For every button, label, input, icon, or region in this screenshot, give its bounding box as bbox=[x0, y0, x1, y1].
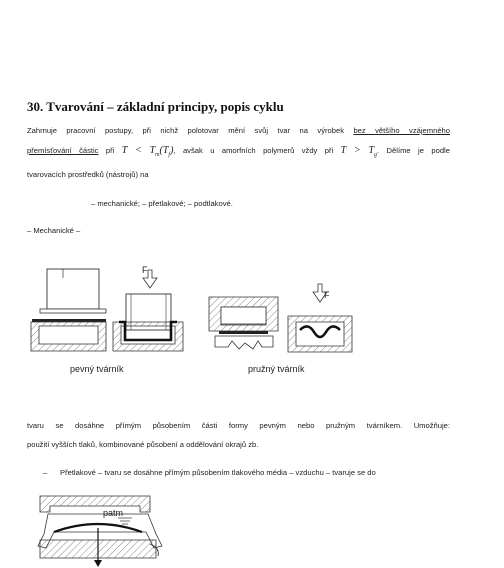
mechanical-label: – Mechanické – bbox=[27, 226, 81, 235]
overpressure-diagram bbox=[38, 496, 162, 567]
intro-math-1: $T < T_m(T_f)$ bbox=[121, 145, 174, 158]
intro-line-3: tvarovacích prostředků (nástrojů) na bbox=[27, 170, 149, 179]
intro-text-2c: . Dělíme je podle bbox=[377, 146, 450, 155]
intro-text-1: Zahrnuje pracovní postupy, při nichž polotovar mění svůj tvar na výrobek bbox=[27, 126, 354, 135]
overpressure-dash: – bbox=[43, 468, 48, 477]
intro-underlined-2: přemísťování částic bbox=[27, 146, 99, 155]
intro-text-2b: , avšak u amorfních polymerů vždy při bbox=[173, 146, 341, 155]
caption-rigid-punch: pevný tvárník bbox=[70, 364, 124, 374]
overpressure-text: Přetlakové – tvaru se dosáhne přímým působením tlakového média – vzduchu – tvaruje se do bbox=[60, 468, 376, 477]
force-label-2: F bbox=[324, 290, 330, 300]
caption-flexible-punch: pružný tvárník bbox=[248, 364, 305, 374]
pressure-label: patm bbox=[103, 508, 124, 518]
section-heading: 30. Tvarování – základní principy, popis cyklu bbox=[27, 99, 284, 114]
intro-math-2: $T > T_g$ bbox=[340, 145, 378, 158]
intro-text-2a: při bbox=[98, 146, 122, 155]
types-line: – mechanické; – přetlakové; – podtlakové. bbox=[91, 199, 233, 208]
mechanical-description-line-2: použití vyšších tlaků, kombinované působení a oddělování okrajů zb. bbox=[27, 440, 259, 449]
intro-underlined-1: bez většího vzájemného bbox=[353, 126, 450, 135]
mechanical-description-line-1: tvaru se dosáhne přímým působením části formy pevným nebo pružným tvárníkem. Umožňuje: bbox=[27, 421, 450, 430]
force-label-1: F bbox=[142, 265, 148, 275]
